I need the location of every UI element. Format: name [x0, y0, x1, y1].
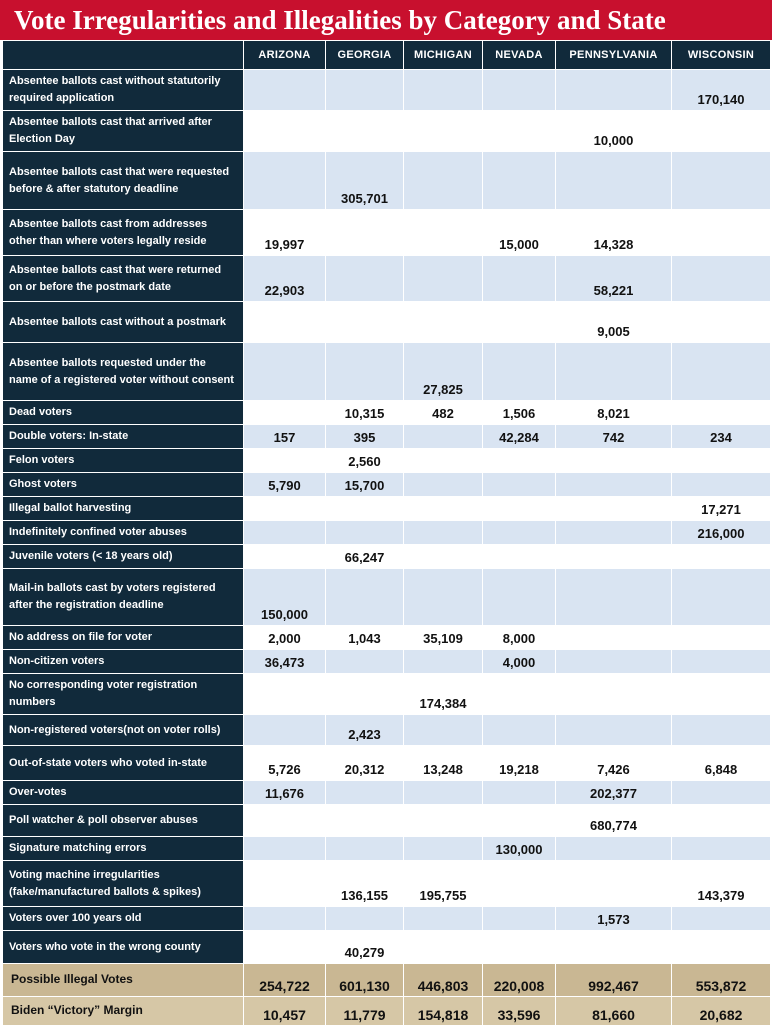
value-cell-nevada [483, 545, 556, 569]
total-label: Possible Illegal Votes [3, 964, 244, 997]
category-label: Non-citizen voters [3, 650, 244, 674]
value-cell-georgia [326, 569, 404, 626]
state-header-arizona: ARIZONA [244, 41, 326, 70]
value-cell-pennsylvania: 202,377 [556, 781, 672, 805]
value-cell-georgia: 305,701 [326, 152, 404, 210]
margin-cell-arizona: 10,457 [244, 997, 326, 1026]
value-cell-nevada: 4,000 [483, 650, 556, 674]
value-cell-michigan [404, 449, 483, 473]
table-row [3, 781, 771, 805]
value-cell-pennsylvania [556, 343, 672, 401]
margin-cell-wisconsin: 20,682 [672, 997, 771, 1026]
value-cell-arizona [244, 861, 326, 907]
value-cell-michigan [404, 931, 483, 964]
table-row [3, 473, 771, 497]
value-cell-wisconsin: 170,140 [672, 70, 771, 111]
value-cell-wisconsin [672, 210, 771, 256]
value-cell-michigan: 195,755 [404, 861, 483, 907]
value-cell-arizona [244, 343, 326, 401]
value-cell-arizona [244, 931, 326, 964]
value-cell-pennsylvania: 9,005 [556, 302, 672, 343]
value-cell-nevada [483, 473, 556, 497]
value-cell-pennsylvania [556, 861, 672, 907]
category-label: Non-registered voters(not on voter rolls) [3, 715, 244, 746]
value-cell-arizona [244, 449, 326, 473]
state-header-michigan: MICHIGAN [404, 41, 483, 70]
total-cell-wisconsin: 553,872 [672, 964, 771, 997]
value-cell-wisconsin [672, 837, 771, 861]
table-row [3, 674, 771, 715]
value-cell-pennsylvania: 1,573 [556, 907, 672, 931]
state-header-georgia: GEORGIA [326, 41, 404, 70]
table-row [3, 343, 771, 401]
value-cell-michigan [404, 907, 483, 931]
value-cell-georgia [326, 70, 404, 111]
margin-row [3, 997, 771, 1026]
value-cell-wisconsin: 143,379 [672, 861, 771, 907]
value-cell-georgia: 15,700 [326, 473, 404, 497]
value-cell-michigan [404, 256, 483, 302]
value-cell-pennsylvania [556, 152, 672, 210]
value-cell-arizona [244, 907, 326, 931]
table-row [3, 746, 771, 781]
value-cell-arizona [244, 152, 326, 210]
value-cell-arizona [244, 401, 326, 425]
state-header-nevada: NEVADA [483, 41, 556, 70]
value-cell-michigan [404, 497, 483, 521]
margin-cell-nevada: 33,596 [483, 997, 556, 1026]
table-row [3, 111, 771, 152]
value-cell-nevada [483, 449, 556, 473]
value-cell-michigan [404, 425, 483, 449]
state-header-wisconsin: WISCONSIN [672, 41, 771, 70]
table-row [3, 805, 771, 837]
value-cell-wisconsin [672, 781, 771, 805]
value-cell-pennsylvania [556, 545, 672, 569]
category-label: Absentee ballots cast that were returned on or before the postmark date [3, 256, 244, 302]
value-cell-pennsylvania: 10,000 [556, 111, 672, 152]
table-row [3, 449, 771, 473]
total-cell-michigan: 446,803 [404, 964, 483, 997]
table-row [3, 256, 771, 302]
category-label: Dead voters [3, 401, 244, 425]
value-cell-nevada: 42,284 [483, 425, 556, 449]
table-header [3, 41, 771, 70]
value-cell-michigan: 27,825 [404, 343, 483, 401]
value-cell-nevada [483, 152, 556, 210]
table-row [3, 931, 771, 964]
total-cell-arizona: 254,722 [244, 964, 326, 997]
irregularities-table [2, 40, 771, 1026]
value-cell-georgia [326, 521, 404, 545]
category-label: Juvenile voters (< 18 years old) [3, 545, 244, 569]
margin-label: Biden “Victory” Margin [3, 997, 244, 1026]
header-row [3, 41, 771, 70]
value-cell-michigan [404, 715, 483, 746]
margin-cell-pennsylvania: 81,660 [556, 997, 672, 1026]
value-cell-wisconsin: 216,000 [672, 521, 771, 545]
table-row [3, 152, 771, 210]
value-cell-nevada [483, 497, 556, 521]
value-cell-nevada: 1,506 [483, 401, 556, 425]
value-cell-nevada [483, 302, 556, 343]
value-cell-pennsylvania [556, 70, 672, 111]
value-cell-georgia: 40,279 [326, 931, 404, 964]
category-label: Over-votes [3, 781, 244, 805]
table-row [3, 837, 771, 861]
value-cell-wisconsin [672, 931, 771, 964]
value-cell-georgia [326, 805, 404, 837]
value-cell-michigan [404, 111, 483, 152]
value-cell-wisconsin [672, 343, 771, 401]
value-cell-georgia: 395 [326, 425, 404, 449]
value-cell-nevada [483, 674, 556, 715]
category-label: Double voters: In-state [3, 425, 244, 449]
value-cell-georgia: 136,155 [326, 861, 404, 907]
value-cell-arizona [244, 805, 326, 837]
table-row [3, 302, 771, 343]
value-cell-wisconsin [672, 674, 771, 715]
value-cell-nevada: 8,000 [483, 626, 556, 650]
value-cell-wisconsin [672, 715, 771, 746]
value-cell-nevada [483, 907, 556, 931]
value-cell-nevada [483, 256, 556, 302]
category-label: Felon voters [3, 449, 244, 473]
value-cell-arizona [244, 111, 326, 152]
margin-cell-michigan: 154,818 [404, 997, 483, 1026]
value-cell-arizona [244, 715, 326, 746]
value-cell-wisconsin [672, 401, 771, 425]
value-cell-pennsylvania: 7,426 [556, 746, 672, 781]
value-cell-wisconsin [672, 907, 771, 931]
table-row [3, 861, 771, 907]
value-cell-georgia: 2,560 [326, 449, 404, 473]
value-cell-pennsylvania [556, 650, 672, 674]
value-cell-pennsylvania: 742 [556, 425, 672, 449]
value-cell-michigan: 35,109 [404, 626, 483, 650]
header-corner [3, 41, 244, 70]
value-cell-wisconsin [672, 302, 771, 343]
value-cell-wisconsin [672, 449, 771, 473]
value-cell-michigan [404, 473, 483, 497]
value-cell-arizona: 2,000 [244, 626, 326, 650]
value-cell-arizona: 157 [244, 425, 326, 449]
value-cell-georgia: 10,315 [326, 401, 404, 425]
value-cell-pennsylvania: 8,021 [556, 401, 672, 425]
category-label: Voters who vote in the wrong county [3, 931, 244, 964]
value-cell-pennsylvania [556, 449, 672, 473]
value-cell-georgia [326, 497, 404, 521]
category-label: Absentee ballots requested under the name of a registered voter without consent [3, 343, 244, 401]
value-cell-nevada [483, 931, 556, 964]
value-cell-georgia [326, 210, 404, 256]
category-label: Voters over 100 years old [3, 907, 244, 931]
value-cell-wisconsin: 17,271 [672, 497, 771, 521]
value-cell-georgia [326, 650, 404, 674]
value-cell-arizona: 19,997 [244, 210, 326, 256]
value-cell-michigan [404, 650, 483, 674]
value-cell-michigan [404, 302, 483, 343]
category-label: Absentee ballots cast without a postmark [3, 302, 244, 343]
value-cell-pennsylvania [556, 473, 672, 497]
category-label: Mail-in ballots cast by voters registered after the registration deadline [3, 569, 244, 626]
value-cell-nevada [483, 343, 556, 401]
value-cell-michigan [404, 70, 483, 111]
value-cell-wisconsin [672, 545, 771, 569]
value-cell-georgia [326, 674, 404, 715]
table-row [3, 715, 771, 746]
value-cell-pennsylvania: 14,328 [556, 210, 672, 256]
value-cell-arizona: 22,903 [244, 256, 326, 302]
value-cell-michigan: 13,248 [404, 746, 483, 781]
value-cell-michigan [404, 781, 483, 805]
table-row [3, 70, 771, 111]
value-cell-arizona: 11,676 [244, 781, 326, 805]
state-header-pennsylvania: PENNSYLVANIA [556, 41, 672, 70]
total-cell-nevada: 220,008 [483, 964, 556, 997]
value-cell-wisconsin [672, 111, 771, 152]
value-cell-michigan [404, 837, 483, 861]
value-cell-nevada [483, 781, 556, 805]
value-cell-georgia [326, 302, 404, 343]
value-cell-arizona: 5,790 [244, 473, 326, 497]
table-row [3, 497, 771, 521]
value-cell-arizona: 36,473 [244, 650, 326, 674]
value-cell-wisconsin [672, 152, 771, 210]
total-cell-pennsylvania: 992,467 [556, 964, 672, 997]
value-cell-georgia: 1,043 [326, 626, 404, 650]
value-cell-arizona: 5,726 [244, 746, 326, 781]
category-label: Absentee ballots cast that arrived after Election Day [3, 111, 244, 152]
category-label: Indefinitely confined voter abuses [3, 521, 244, 545]
value-cell-nevada [483, 715, 556, 746]
value-cell-pennsylvania [556, 497, 672, 521]
value-cell-pennsylvania [556, 569, 672, 626]
value-cell-arizona [244, 521, 326, 545]
value-cell-georgia: 2,423 [326, 715, 404, 746]
value-cell-michigan [404, 521, 483, 545]
value-cell-arizona: 150,000 [244, 569, 326, 626]
value-cell-georgia [326, 781, 404, 805]
value-cell-pennsylvania: 58,221 [556, 256, 672, 302]
value-cell-wisconsin [672, 805, 771, 837]
value-cell-pennsylvania [556, 674, 672, 715]
table-row [3, 545, 771, 569]
value-cell-georgia [326, 111, 404, 152]
value-cell-michigan [404, 545, 483, 569]
value-cell-pennsylvania: 680,774 [556, 805, 672, 837]
table-row [3, 401, 771, 425]
value-cell-georgia: 66,247 [326, 545, 404, 569]
value-cell-nevada: 15,000 [483, 210, 556, 256]
category-label: Absentee ballots cast from addresses other than where voters legally reside [3, 210, 244, 256]
total-cell-georgia: 601,130 [326, 964, 404, 997]
value-cell-arizona [244, 70, 326, 111]
category-label: Signature matching errors [3, 837, 244, 861]
value-cell-georgia [326, 907, 404, 931]
category-label: Absentee ballots cast without statutorily required application [3, 70, 244, 111]
value-cell-michigan [404, 805, 483, 837]
value-cell-georgia [326, 837, 404, 861]
value-cell-georgia: 20,312 [326, 746, 404, 781]
value-cell-nevada [483, 70, 556, 111]
value-cell-nevada: 130,000 [483, 837, 556, 861]
table-row [3, 425, 771, 449]
category-label: Absentee ballots cast that were requested before & after statutory deadline [3, 152, 244, 210]
category-label: Poll watcher & poll observer abuses [3, 805, 244, 837]
table-body [3, 70, 771, 964]
value-cell-michigan [404, 569, 483, 626]
value-cell-arizona [244, 302, 326, 343]
value-cell-nevada: 19,218 [483, 746, 556, 781]
table-row [3, 521, 771, 545]
table-footer [3, 964, 771, 1026]
value-cell-arizona [244, 674, 326, 715]
value-cell-wisconsin [672, 650, 771, 674]
value-cell-nevada [483, 111, 556, 152]
value-cell-michigan [404, 210, 483, 256]
value-cell-nevada [483, 521, 556, 545]
value-cell-wisconsin: 6,848 [672, 746, 771, 781]
category-label: Ghost voters [3, 473, 244, 497]
total-row [3, 964, 771, 997]
category-label: Illegal ballot harvesting [3, 497, 244, 521]
table-row [3, 210, 771, 256]
margin-cell-georgia: 11,779 [326, 997, 404, 1026]
page-title: Vote Irregularities and Illegalities by Category and State [0, 0, 772, 40]
value-cell-wisconsin [672, 473, 771, 497]
value-cell-michigan: 174,384 [404, 674, 483, 715]
value-cell-georgia [326, 256, 404, 302]
table-row [3, 569, 771, 626]
value-cell-arizona [244, 497, 326, 521]
value-cell-nevada [483, 861, 556, 907]
category-label: No address on file for voter [3, 626, 244, 650]
value-cell-arizona [244, 545, 326, 569]
value-cell-michigan: 482 [404, 401, 483, 425]
value-cell-nevada [483, 805, 556, 837]
value-cell-pennsylvania [556, 626, 672, 650]
value-cell-pennsylvania [556, 715, 672, 746]
value-cell-pennsylvania [556, 521, 672, 545]
value-cell-wisconsin [672, 626, 771, 650]
value-cell-nevada [483, 569, 556, 626]
category-label: Voting machine irregularities (fake/manufactured ballots & spikes) [3, 861, 244, 907]
value-cell-pennsylvania [556, 837, 672, 861]
value-cell-georgia [326, 343, 404, 401]
table-row [3, 650, 771, 674]
value-cell-arizona [244, 837, 326, 861]
value-cell-wisconsin: 234 [672, 425, 771, 449]
table-row [3, 626, 771, 650]
value-cell-pennsylvania [556, 931, 672, 964]
value-cell-wisconsin [672, 569, 771, 626]
table-row [3, 907, 771, 931]
value-cell-wisconsin [672, 256, 771, 302]
value-cell-michigan [404, 152, 483, 210]
category-label: Out-of-state voters who voted in-state [3, 746, 244, 781]
category-label: No corresponding voter registration numbers [3, 674, 244, 715]
